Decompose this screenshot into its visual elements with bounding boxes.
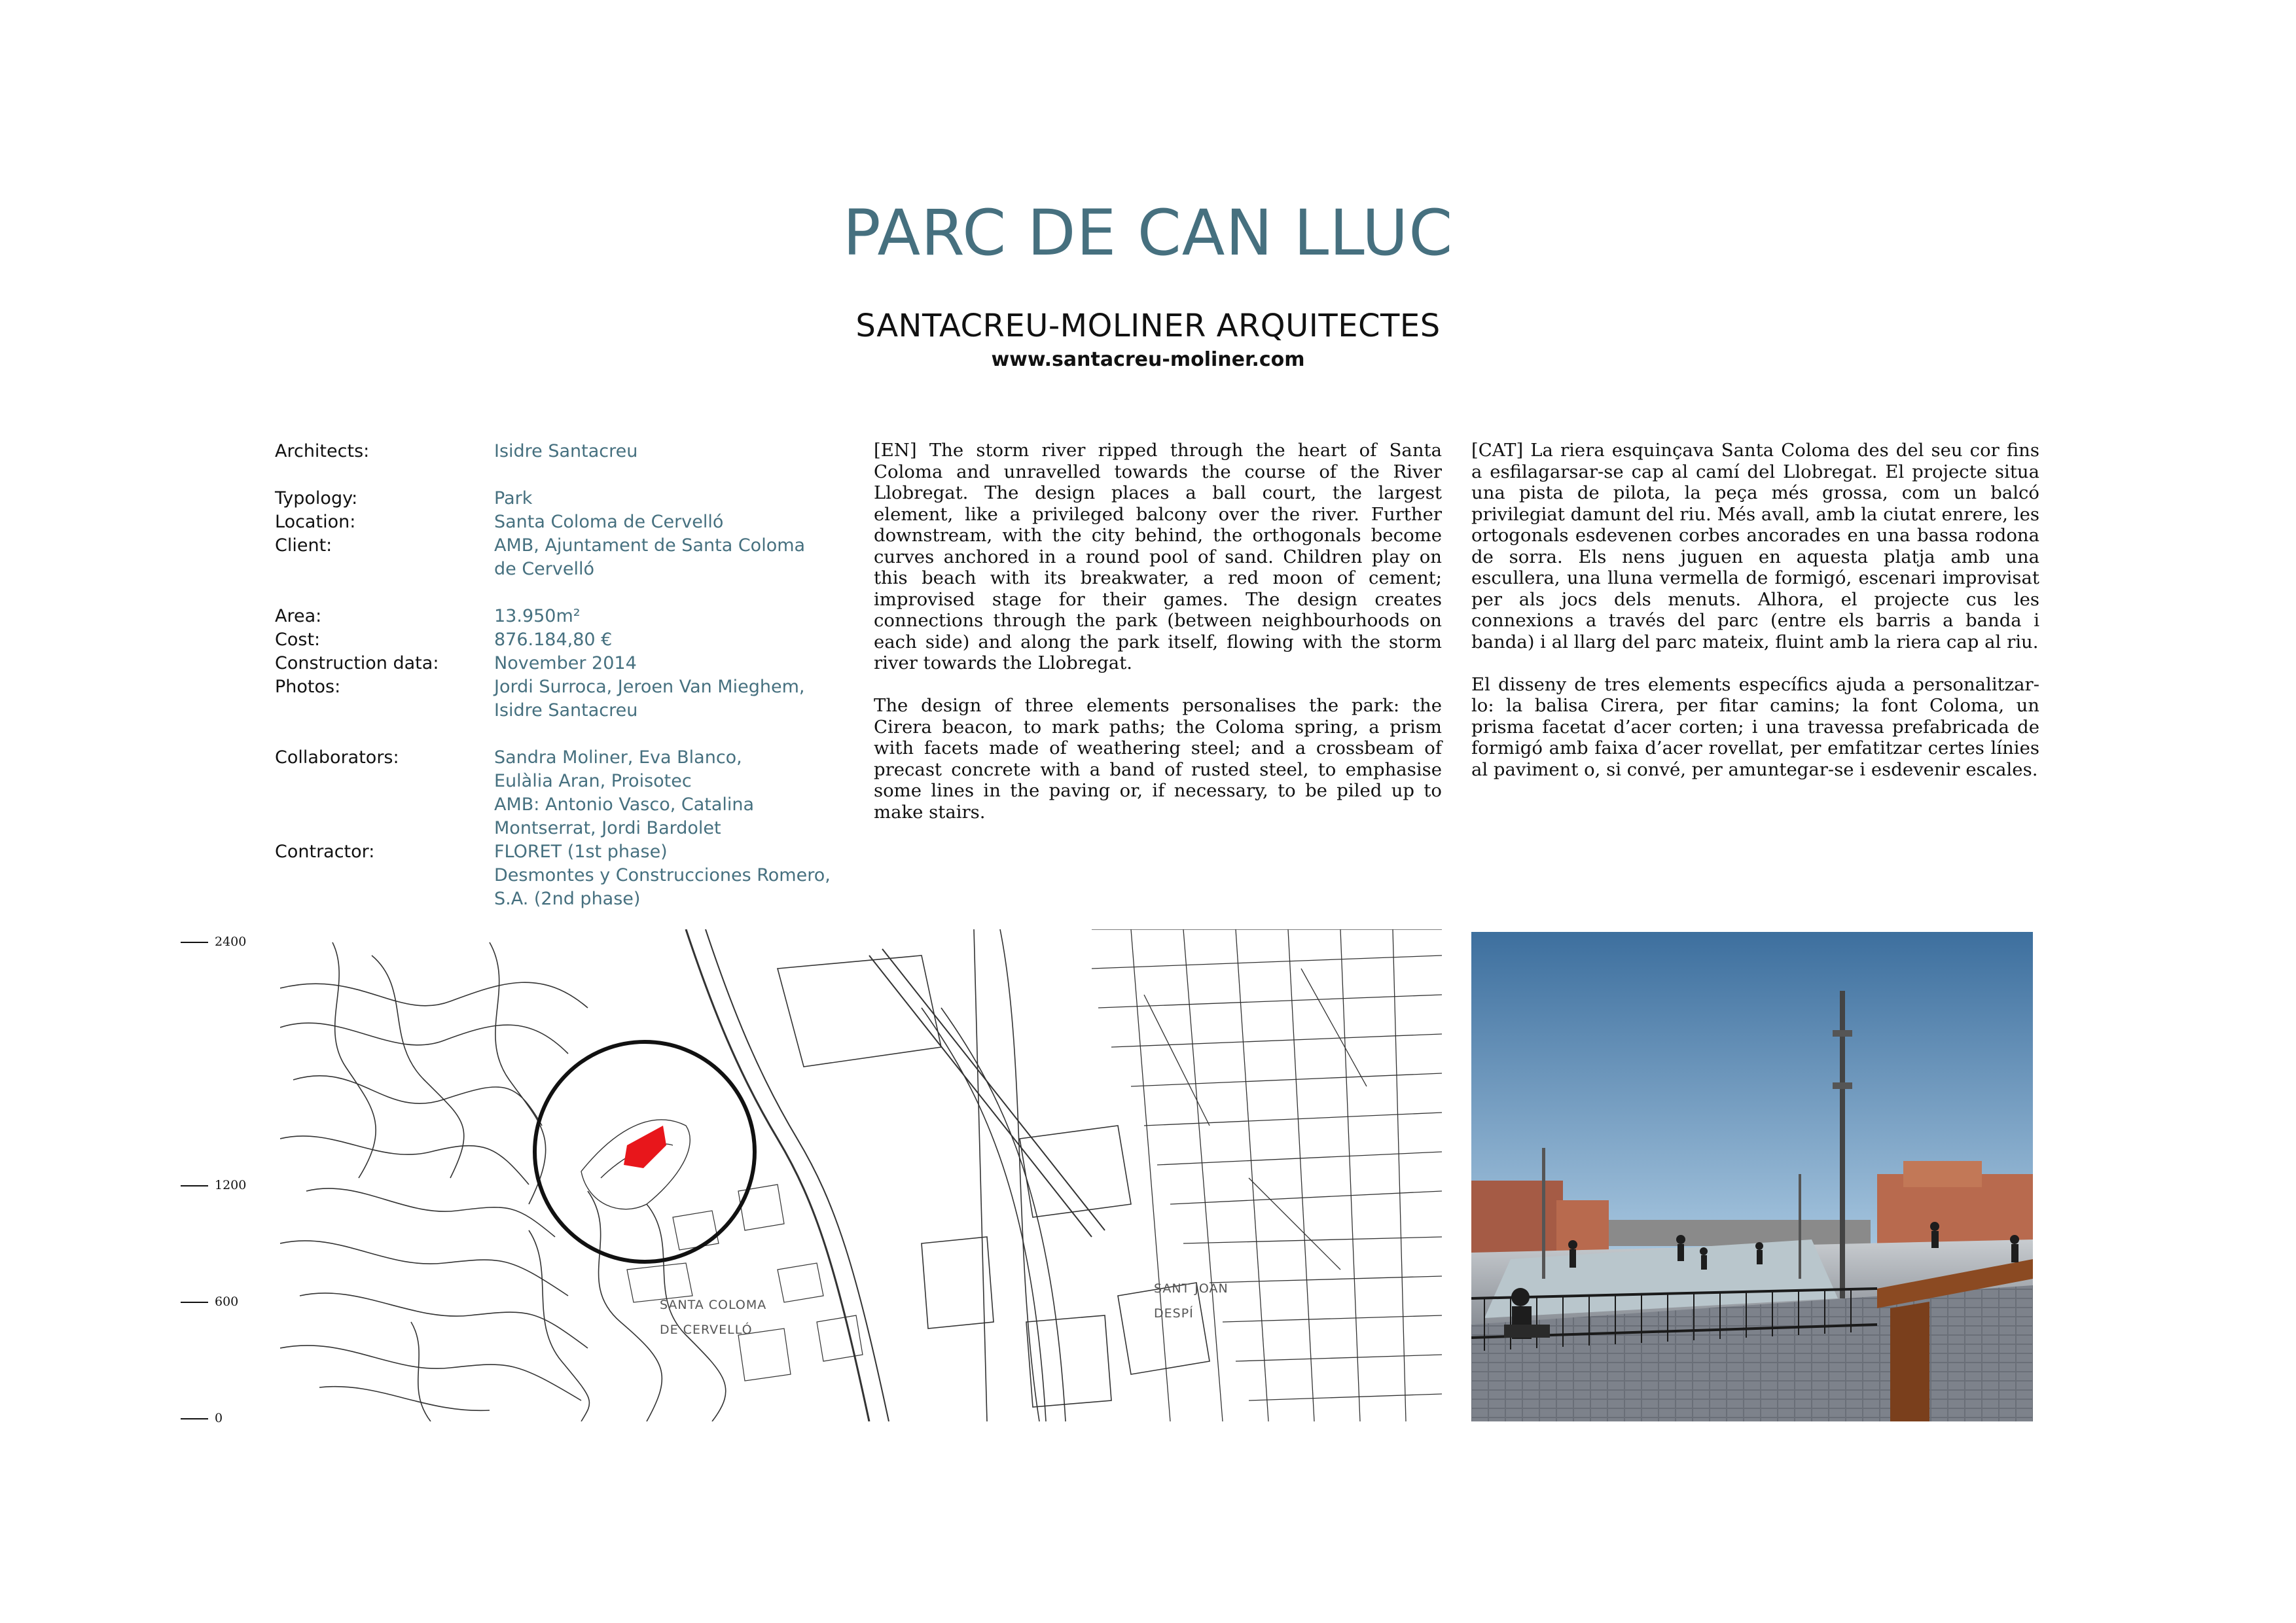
spec-row bbox=[275, 652, 838, 675]
spec-value-line: Santa Coloma de Cervelló bbox=[494, 512, 724, 532]
paragraph: The design of three elements personalises the park: the Cirera beacon, to mark paths; the Coloma spring, a prism with facets made of weathering steel; and a crossbeam of precast concrete with a band of rusted steel, to emphasise some lines in the paving or, if necessary, to be piled up to make stairs. bbox=[874, 695, 1442, 823]
studio-url: www.santacreu-moliner.com bbox=[991, 348, 1305, 371]
spec-value-line: Isidre Santacreu bbox=[494, 700, 638, 721]
spec-row bbox=[275, 534, 838, 581]
project-specs bbox=[275, 440, 838, 911]
spec-row bbox=[275, 440, 838, 463]
scale-mark: 1200 bbox=[181, 1178, 246, 1192]
spec-label: Collaborators: bbox=[275, 747, 399, 768]
spec-value-line: AMB: Antonio Vasco, Catalina bbox=[494, 794, 755, 815]
spec-value bbox=[494, 510, 838, 534]
spec-label: Typology: bbox=[275, 488, 358, 508]
scale-mark: 0 bbox=[181, 1411, 223, 1425]
spec-value-line: Sandra Moliner, Eva Blanco, bbox=[494, 747, 742, 768]
spec-value-line: Park bbox=[494, 488, 533, 508]
description-catalan bbox=[1471, 440, 2039, 780]
spec-label: Area: bbox=[275, 606, 322, 626]
spec-value-line: Montserrat, Jordi Bardolet bbox=[494, 818, 721, 838]
spec-value-line: Isidre Santacreu bbox=[494, 441, 638, 461]
spec-value-line: November 2014 bbox=[494, 653, 637, 673]
spec-label: Location: bbox=[275, 512, 356, 532]
spec-value bbox=[494, 487, 838, 510]
description-english bbox=[874, 440, 1442, 823]
spec-value-line: 13.950m² bbox=[494, 606, 581, 626]
spec-value bbox=[494, 652, 838, 675]
spec-row bbox=[275, 675, 838, 722]
spec-value bbox=[494, 628, 838, 652]
spec-value-line: FLORET (1st phase) bbox=[494, 842, 668, 862]
spec-value-line: Jordi Surroca, Jeroen Van Mieghem, bbox=[494, 677, 805, 697]
spec-row bbox=[275, 628, 838, 652]
paragraph: [EN] The storm river ripped through the heart of Santa Coloma and unravelled towards the course of the River Llobregat. The design places a ball court, the largest element, like a privileged balcony over the river. Further downstream, with the city behind, the orthogonals become curves anchored in a round pool of sand. Children play on this beach with its breakwater, a red moon of cement; improvised stage for their games. The design creates connections through the park (between neighbourhoods on each side) and along the park itself, flowing with the storm river towards the Llobregat. bbox=[874, 440, 1442, 673]
site-plan-map bbox=[280, 929, 1442, 1421]
map-label: SANTA COLOMA bbox=[660, 1298, 767, 1312]
spec-value-line: S.A. (2nd phase) bbox=[494, 889, 641, 909]
scale-mark: 2400 bbox=[181, 935, 246, 949]
spec-label: Client: bbox=[275, 535, 332, 556]
map-label: DESPÍ bbox=[1154, 1306, 1194, 1321]
paragraph: El disseny de tres elements específics ajuda a personalitzar-lo: la balisa Cirera, per fitar camins; la font Coloma, un prisma facetat d’acer corten; i una travessa prefabricada de formigó amb faixa d’acer rovellat, per emfatitzar certes línies al paviment o, si convé, per amuntegar-se i esdevenir escales. bbox=[1471, 673, 2039, 780]
spec-row bbox=[275, 840, 838, 911]
page-title: PARC DE CAN LLUC bbox=[842, 196, 1454, 270]
spec-value-line: de Cervelló bbox=[494, 559, 595, 579]
spec-value-line: Eulàlia Aran, Proisotec bbox=[494, 771, 692, 791]
spec-value-line: Desmontes y Construcciones Romero, bbox=[494, 865, 831, 885]
spec-row bbox=[275, 487, 838, 510]
paragraph: [CAT] La riera esquinçava Santa Coloma des del seu cor fins a esfilagarsar-se cap al camí del Llobregat. El projecte situa una pista de pilota, la peça més grossa, com un balcó privilegiat damunt del riu. Més avall, amb la ciutat enrere, les ortogonals esdevenen corbes ancorades en una bassa rodona de sorra. Els nens juguen en aquesta platja amb una escullera, una lluna vermella de formigó, escenari improvisat per als jocs dels menuts. Alhora, el projecte cus les connexions a través del parc (entre els barris a banda i banda) i al llarg del parc mateix, fluint amb la riera cap al riu. bbox=[1471, 440, 2039, 652]
scale-mark: 600 bbox=[181, 1294, 238, 1309]
spec-label: Cost: bbox=[275, 630, 321, 650]
park-photo bbox=[1471, 932, 2033, 1421]
spec-value bbox=[494, 440, 838, 463]
spec-value bbox=[494, 746, 838, 840]
spec-label: Photos: bbox=[275, 677, 341, 697]
spec-value bbox=[494, 675, 838, 722]
map-label: SANT JOAN bbox=[1154, 1281, 1229, 1296]
map-label: DE CERVELLÓ bbox=[660, 1323, 753, 1337]
spec-value-line: 876.184,80 € bbox=[494, 630, 613, 650]
studio-name: SANTACREU-MOLINER ARQUITECTES bbox=[855, 308, 1441, 344]
spec-value-line: AMB, Ajuntament de Santa Coloma bbox=[494, 535, 806, 556]
spec-value bbox=[494, 840, 838, 911]
spec-row bbox=[275, 510, 838, 534]
spec-value bbox=[494, 605, 838, 628]
spec-row bbox=[275, 605, 838, 628]
spec-value bbox=[494, 534, 838, 581]
spec-label: Contractor: bbox=[275, 842, 375, 862]
spec-label: Architects: bbox=[275, 441, 370, 461]
spec-label: Construction data: bbox=[275, 653, 439, 673]
spec-row bbox=[275, 746, 838, 840]
